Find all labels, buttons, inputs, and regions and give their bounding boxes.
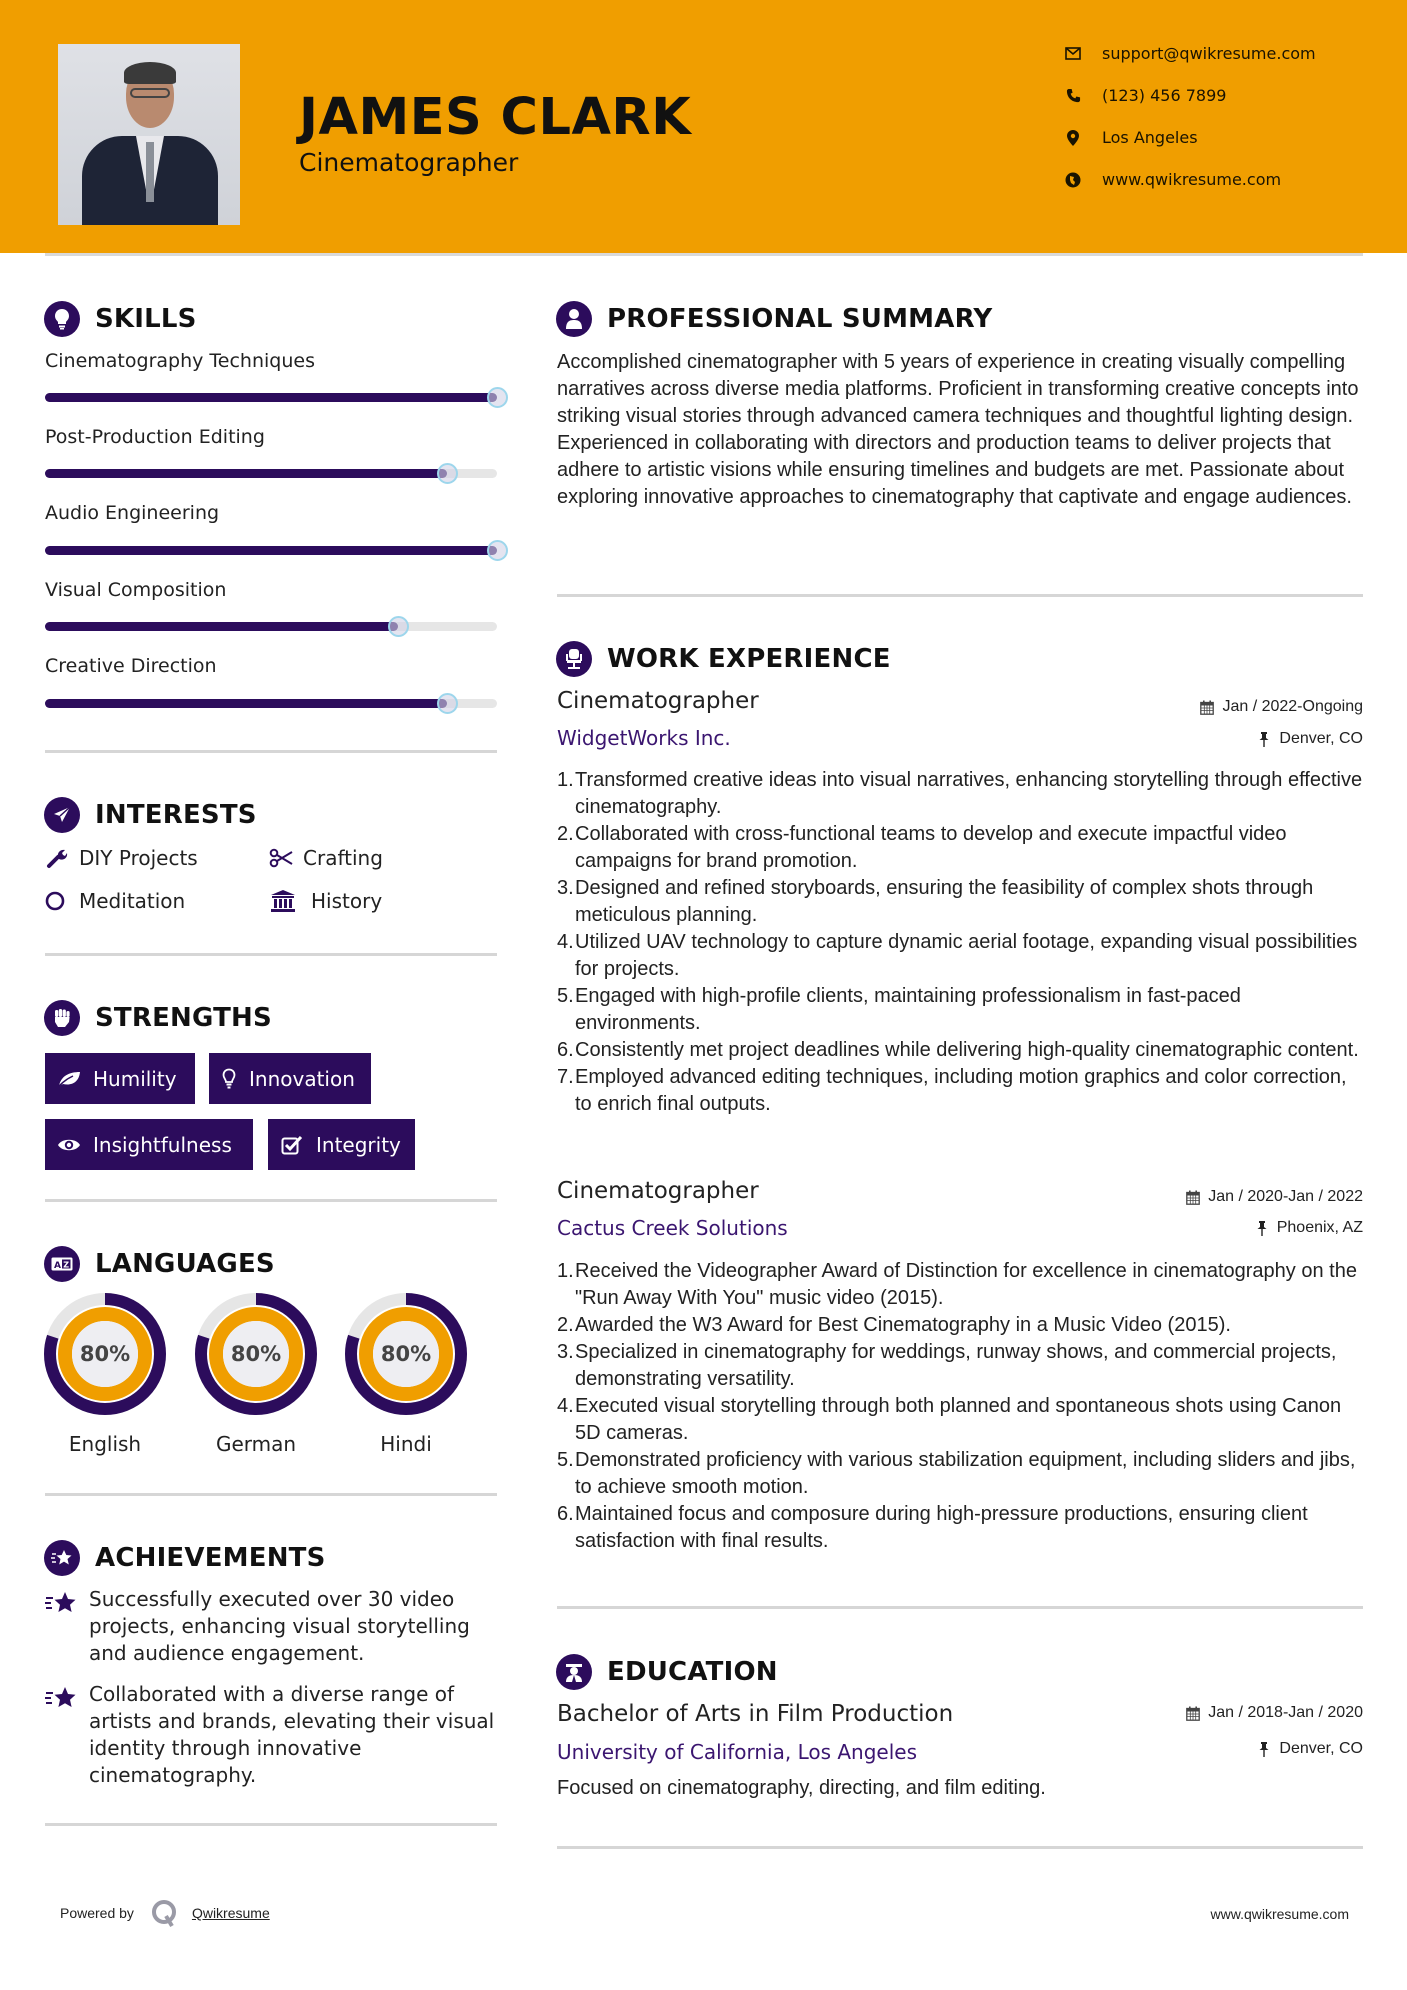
contact-phone-text: (123) 456 7899: [1102, 86, 1227, 105]
candidate-name: JAMES CLARK: [299, 88, 692, 147]
job-bullets: [557, 1258, 1367, 1555]
languages-heading: [44, 1246, 275, 1282]
skill-slider-handle: [388, 616, 409, 637]
job-bullet: 7. Employed advanced editing techniques, including motion graphics and color correction, to enrich final outputs.: [557, 1066, 1347, 1115]
contact-location-text: Los Angeles: [1102, 128, 1198, 147]
education-location: [1257, 1740, 1363, 1758]
section-divider: [45, 953, 497, 956]
education-dates: [1186, 1704, 1363, 1722]
svg-text:Z: Z: [63, 1260, 70, 1270]
language-percent: 80%: [230, 1342, 282, 1366]
language-name: English: [68, 1432, 142, 1456]
education-title: EDUCATION: [607, 1657, 778, 1687]
job-bullet: 6. Consistently met project deadlines while delivering high-quality cinematographic content.: [557, 1039, 1359, 1061]
summary-text: Accomplished cinematographer with 5 years of experience in creating visually compelling narratives across diverse media platforms. Proficient in transforming creative concepts into striking visual stories through advanced camera techniques and thoughtful lighting design. Experienced in collaborating with directors and production teams to deliver projects that adhere to artistic visions while ensuring timelines and budgets are met. Passionate about exploring innovative approaches to cinematography that captivate and engage audiences.: [557, 351, 1359, 508]
candidate-title: Cinematographer: [299, 148, 519, 177]
achievement-item: [45, 1586, 505, 1667]
strength-chip: [45, 1053, 195, 1104]
job-dates-text: Jan / 2022-Ongoing: [1222, 698, 1363, 715]
star-badge-icon: [45, 1586, 89, 1667]
lightbulb-icon: [221, 1067, 237, 1091]
section-divider: [45, 1823, 497, 1826]
language-name: German: [215, 1432, 297, 1456]
job-bullet: 1. Received the Videographer Award of Distinction for excellence in cinematography on the "Run Away With You" music video (2015).: [557, 1260, 1357, 1309]
language-donut-chart: [345, 1293, 467, 1415]
skill-label: Creative Direction: [45, 655, 217, 677]
calendar-icon: [1186, 1705, 1200, 1721]
summary-heading: [556, 301, 992, 337]
office-chair-icon: [556, 641, 592, 677]
strength-label: Integrity: [316, 1132, 401, 1157]
skill-label: Post-Production Editing: [45, 426, 265, 448]
degree-title: Bachelor of Arts in Film Production: [557, 1701, 954, 1727]
education-heading: [556, 1654, 778, 1690]
skill-slider-handle: [487, 540, 508, 561]
skill-bar: [45, 469, 497, 478]
interest-item: [269, 889, 382, 913]
summary-title: PROFESSIONAL SUMMARY: [607, 304, 993, 334]
job-location: [1255, 1219, 1363, 1237]
phone-icon: [1064, 87, 1082, 105]
job-bullet: 6. Maintained focus and composure during high-pressure productions, ensuring client satisfaction with final results.: [557, 1503, 1308, 1552]
interests-heading: [44, 797, 257, 833]
circle-icon: [45, 889, 69, 913]
section-divider: [45, 1493, 497, 1496]
strength-label: Innovation: [249, 1066, 355, 1091]
language-item: [345, 1293, 467, 1456]
achievement-text: Successfully executed over 30 video projects, enhancing visual storytelling and audience engagement.: [89, 1587, 470, 1665]
achievements-title: ACHIEVEMENTS: [95, 1543, 326, 1573]
language-percent: 80%: [380, 1342, 432, 1366]
job-dates: [1186, 1188, 1363, 1206]
skill-bar: [45, 699, 497, 708]
section-divider: [45, 750, 497, 753]
job-location-text: Denver, CO: [1279, 730, 1363, 747]
skill-slider-handle: [437, 693, 458, 714]
job-bullet: 3. Designed and refined storyboards, ensuring the feasibility of complex shots through meticulous planning.: [557, 877, 1314, 926]
skill-slider-handle: [437, 463, 458, 484]
education-dates-text: Jan / 2018-Jan / 2020: [1208, 1704, 1363, 1721]
profile-photo: [58, 44, 240, 225]
company-name: WidgetWorks Inc.: [557, 726, 731, 750]
strength-label: Humility: [93, 1066, 177, 1091]
interest-item: [45, 846, 198, 870]
job-bullet: 2. Awarded the W3 Award for Best Cinematography in a Music Video (2015).: [557, 1314, 1231, 1336]
interest-item: [45, 889, 185, 913]
contact-email[interactable]: [1064, 44, 1364, 63]
job-bullet: 5. Demonstrated proficiency with various stabilization equipment, including sliders and jibs, to achieve smooth motion.: [557, 1449, 1356, 1498]
lightbulb-icon: [44, 301, 80, 337]
experience-heading: [556, 641, 891, 677]
skills-title: SKILLS: [95, 304, 197, 334]
skill-bar: [45, 393, 497, 402]
job-bullet: 2. Collaborated with cross-functional teams to develop and execute impactful video campaigns for brand promotion.: [557, 823, 1287, 872]
strength-chip: [209, 1053, 371, 1104]
section-divider: [557, 594, 1363, 597]
job-dates: [1200, 698, 1363, 716]
powered-by: [60, 1898, 270, 1928]
job-title: Cinematographer: [557, 1178, 759, 1204]
achievement-item: [45, 1681, 505, 1789]
interests-title: INTERESTS: [95, 800, 257, 830]
achievements-heading: [44, 1540, 326, 1576]
job-dates-text: Jan / 2020-Jan / 2022: [1208, 1188, 1363, 1205]
language-item: [44, 1293, 166, 1456]
pushpin-icon: [1257, 1741, 1271, 1757]
languages-title: LANGUAGES: [95, 1249, 275, 1279]
school-name: University of California, Los Angeles: [557, 1740, 918, 1764]
qwikresume-logo-icon: [150, 1898, 180, 1928]
interest-label: History: [311, 889, 383, 913]
calendar-icon: [1200, 699, 1214, 715]
job-bullet: 3. Specialized in cinematography for weddings, runway shows, and commercial projects, demonstrating versatility.: [557, 1341, 1337, 1390]
skill-bar: [45, 546, 497, 555]
section-divider: [557, 1846, 1363, 1849]
job-bullet: 5. Engaged with high-profile clients, maintaining professionalism in fast-paced environments.: [557, 985, 1241, 1034]
strengths-title: STRENGTHS: [95, 1003, 272, 1033]
calendar-icon: [1186, 1189, 1200, 1205]
star-badge-icon: [45, 1681, 89, 1789]
pushpin-icon: [1255, 1220, 1269, 1236]
interest-label: Crafting: [303, 846, 383, 870]
strength-chip: [268, 1119, 415, 1170]
job-location-text: Phoenix, AZ: [1276, 1219, 1363, 1236]
eye-icon: [57, 1133, 81, 1157]
checkbox-icon: [280, 1133, 304, 1157]
job-bullet: 4. Executed visual storytelling through both planned and spontaneous shots using Canon 5D cameras.: [557, 1395, 1342, 1444]
skill-bar: [45, 622, 497, 631]
skill-label: Audio Engineering: [45, 502, 220, 524]
wrench-icon: [45, 846, 69, 870]
leaf-icon: [57, 1067, 81, 1091]
envelope-icon: [1064, 45, 1082, 63]
education-location-text: Denver, CO: [1279, 1740, 1363, 1757]
job-bullet: 4. Utilized UAV technology to capture dynamic aerial footage, expanding visual possibilities for projects.: [557, 931, 1358, 980]
language-icon: [44, 1246, 80, 1282]
strengths-heading: [44, 1000, 272, 1036]
footer-website[interactable]: www.qwikresume.com: [1210, 1906, 1349, 1922]
achievement-text: Collaborated with a diverse range of artists and brands, elevating their visual identity through innovative cinematography.: [89, 1682, 495, 1787]
skill-label: Visual Composition: [45, 579, 227, 601]
interest-label: Meditation: [79, 889, 186, 913]
user-icon: [556, 301, 592, 337]
language-donut-chart: [44, 1293, 166, 1415]
contact-phone[interactable]: [1064, 86, 1364, 105]
qwikresume-link[interactable]: Qwikresume: [191, 1905, 270, 1921]
museum-icon: [269, 889, 297, 913]
skills-heading: [44, 301, 197, 337]
strength-label: Insightfulness: [93, 1132, 232, 1157]
interest-item: [269, 846, 383, 870]
skill-label: Cinematography Techniques: [45, 350, 315, 372]
language-percent: 80%: [79, 1342, 131, 1366]
experience-title: WORK EXPERIENCE: [607, 644, 891, 674]
pushpin-icon: [1257, 731, 1271, 747]
header-divider: [45, 253, 1363, 256]
education-description: Focused on cinematography, directing, and film editing.: [557, 1777, 1046, 1799]
section-divider: [557, 1606, 1363, 1609]
fist-icon: [44, 1000, 80, 1036]
paper-plane-icon: [44, 797, 80, 833]
job-location: [1257, 730, 1363, 748]
contact-location: [1064, 128, 1364, 147]
language-name: Hindi: [380, 1432, 432, 1456]
skill-slider-handle: [487, 387, 508, 408]
contact-email-text: support@qwikresume.com: [1102, 44, 1316, 63]
job-bullets: [557, 767, 1367, 1118]
language-item: [195, 1293, 317, 1456]
scissors-icon: [269, 846, 293, 870]
powered-by-text: Powered by: [60, 1905, 134, 1921]
star-badge-icon: [44, 1540, 80, 1576]
globe-icon: [1064, 171, 1082, 189]
job-title: Cinematographer: [557, 688, 759, 714]
job-bullet: 1. Transformed creative ideas into visual narratives, enhancing storytelling through effective cinematography.: [557, 769, 1363, 818]
contact-website-text: www.qwikresume.com: [1102, 170, 1282, 189]
interest-label: DIY Projects: [79, 846, 198, 870]
graduate-icon: [556, 1654, 592, 1690]
contact-website[interactable]: [1064, 170, 1364, 189]
language-donut-chart: [195, 1293, 317, 1415]
map-marker-icon: [1064, 129, 1082, 147]
strength-chip: [45, 1119, 253, 1170]
section-divider: [45, 1199, 497, 1202]
company-name: Cactus Creek Solutions: [557, 1216, 788, 1240]
svg-text:A: A: [54, 1261, 61, 1271]
